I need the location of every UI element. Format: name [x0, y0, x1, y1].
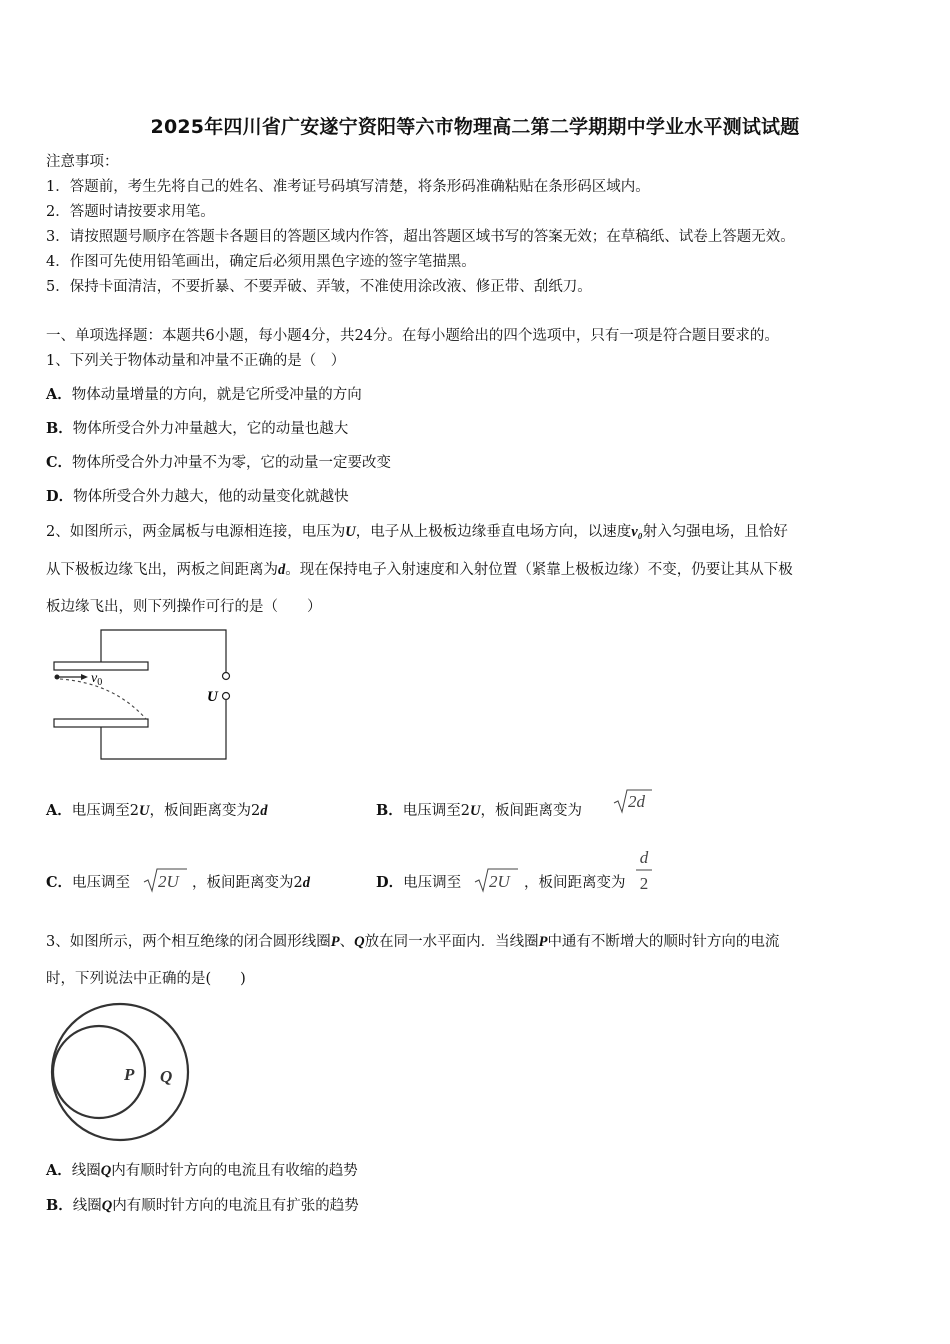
q3-stem-line2: 时，下列说法中正确的是( )	[46, 971, 246, 987]
option-text: 物体动量增量的方向，就是它所受冲量的方向	[71, 387, 362, 403]
option-label: A．	[46, 386, 72, 403]
var-P: P	[538, 934, 548, 950]
P-label: P	[124, 1065, 135, 1084]
var-d: d	[260, 803, 268, 819]
math-text: 2U	[489, 872, 510, 891]
option-label: C．	[46, 874, 73, 891]
text: 。现在保持电子入射速度和入射位置（紧靠上极板边缘）不变，仍要让其从下极	[285, 562, 793, 578]
option-label: D．	[46, 488, 74, 505]
var-Q: Q	[101, 1198, 113, 1214]
text: 电压调至2	[71, 803, 139, 819]
lower-wire	[101, 700, 226, 759]
q2-option-d	[376, 873, 461, 893]
var-Q: Q	[100, 1163, 112, 1179]
sqrt2-U-formula-c	[142, 866, 192, 896]
terminal-bottom	[223, 693, 230, 700]
sqrt2-U-formula-d	[473, 866, 523, 896]
notice-item: 1．答题前，考生先将自己的姓名、准考证号码填写清楚，将条形码准确粘贴在条形码区域内。	[46, 179, 650, 195]
text: ，电子从上极板边缘垂直电场方向，以速度	[355, 524, 632, 540]
var-U: U	[139, 803, 150, 819]
d-over-2-formula	[634, 846, 654, 896]
option-text: 物体所受合外力越大，他的动量变化就越快	[73, 489, 349, 505]
option-label: A．	[46, 1162, 72, 1179]
text: ，板间距离变为2	[192, 875, 303, 891]
U-label: U	[207, 689, 218, 705]
text: 、	[339, 934, 355, 950]
q1-option-d	[46, 487, 349, 507]
q3-option-a	[46, 1161, 358, 1181]
option-label: B．	[46, 420, 73, 437]
text: ，板间距离变为	[480, 803, 582, 819]
notice-item: 3．请按照题号顺序在答题卡各题目的答题区域内作答，超出答题区域书写的答案无效；在草稿纸、试卷上答题无效。	[46, 229, 795, 245]
q2-stem-line1	[46, 522, 788, 542]
text: 内有顺时针方向的电流且有扩张的趋势	[112, 1198, 359, 1214]
text: ，板间距离变为2	[149, 803, 261, 819]
var-v0: v₀	[631, 524, 643, 540]
q1-option-a	[46, 385, 362, 405]
option-label: B．	[376, 802, 403, 819]
q2-stem-line2	[46, 560, 793, 580]
notice-item: 5．保持卡面清洁，不要折暴、不要弄破、弄皱，不准使用涂改液、修正带、刮纸刀。	[46, 279, 592, 295]
var-U: U	[470, 803, 481, 819]
page-title: 2025年四川省广安遂宁资阳等六市物理高二第二学期期中学业水平测试试题	[150, 116, 800, 138]
option-label: B．	[46, 1197, 73, 1214]
terminal-top	[223, 673, 230, 680]
text: 内有顺时针方向的电流且有收缩的趋势	[111, 1163, 358, 1179]
text: 3、如图所示，两个相互绝缘的闭合圆形线圈	[46, 934, 331, 950]
math-text: 2d	[628, 792, 645, 811]
notice-heading: 注意事项：	[46, 154, 119, 170]
text: 电压调至	[403, 875, 462, 891]
option-label: A．	[46, 802, 72, 819]
Q-label: Q	[160, 1067, 173, 1086]
q1-stem: 1、下列关于物体动量和冲量不正确的是（ ）	[46, 353, 346, 369]
option-text: 物体所受合外力冲量越大，它的动量也越大	[72, 421, 349, 437]
text: 射入匀强电场，且恰好	[642, 524, 788, 540]
text: 线圈	[72, 1198, 102, 1214]
v-letter: v	[91, 671, 98, 686]
text: 电压调至	[72, 875, 131, 891]
sqrt2-d-formula	[612, 787, 656, 817]
option-text: 物体所受合外力冲量不为零，它的动量一定要改变	[72, 455, 392, 471]
text: 中通有不断增大的顺时针方向的电流	[547, 934, 780, 950]
q2-stem-line3: 板边缘飞出，则下列操作可行的是（ ）	[46, 599, 322, 615]
option-label: D．	[376, 874, 404, 891]
q2-option-c-rest	[192, 873, 310, 893]
var-P: P	[330, 934, 340, 950]
lower-plate	[54, 719, 148, 727]
q2-option-a	[46, 801, 267, 821]
electron-dot	[55, 675, 60, 680]
notice-item: 2．答题时请按要求用笔。	[46, 204, 215, 220]
q3-stem-line1	[46, 932, 779, 952]
var-d: d	[278, 562, 286, 578]
v-subscript: 0	[97, 677, 103, 688]
numerator: d	[639, 848, 649, 867]
notice-item: 4．作图可先使用铅笔画出，确定后必须用黑色字迹的签字笔描黑。	[46, 254, 476, 270]
text: 放在同一水平面内．当线圈	[364, 934, 539, 950]
denominator: 2	[639, 874, 649, 893]
text: 从下极板边缘飞出，两板之间距离为	[46, 562, 278, 578]
q3-option-b	[46, 1196, 359, 1216]
capacitor-figure	[44, 625, 244, 765]
option-label: C．	[46, 454, 73, 471]
q1-option-c	[46, 453, 391, 473]
var-d: d	[302, 875, 310, 891]
text: 2、如图所示，两金属板与电源相连接，电压为	[46, 524, 346, 540]
q2-option-d-rest: ，板间距离变为	[524, 875, 626, 891]
text: 电压调至2	[402, 803, 470, 819]
text: 线圈	[71, 1163, 101, 1179]
section-heading: 一、单项选择题：本题共6小题，每小题4分，共24分。在每小题给出的四个选项中，只有一项是符合题目要求的。	[46, 328, 779, 344]
q1-option-b	[46, 419, 348, 439]
var-U: U	[345, 524, 356, 540]
arrow-head	[81, 674, 88, 680]
math-text: 2U	[158, 872, 179, 891]
v0-label	[91, 671, 102, 688]
q2-option-c	[46, 873, 130, 893]
var-Q: Q	[354, 934, 365, 950]
q2-option-b	[376, 801, 582, 821]
trajectory	[60, 679, 146, 719]
upper-plate	[54, 662, 148, 670]
coils-figure	[46, 998, 196, 1148]
